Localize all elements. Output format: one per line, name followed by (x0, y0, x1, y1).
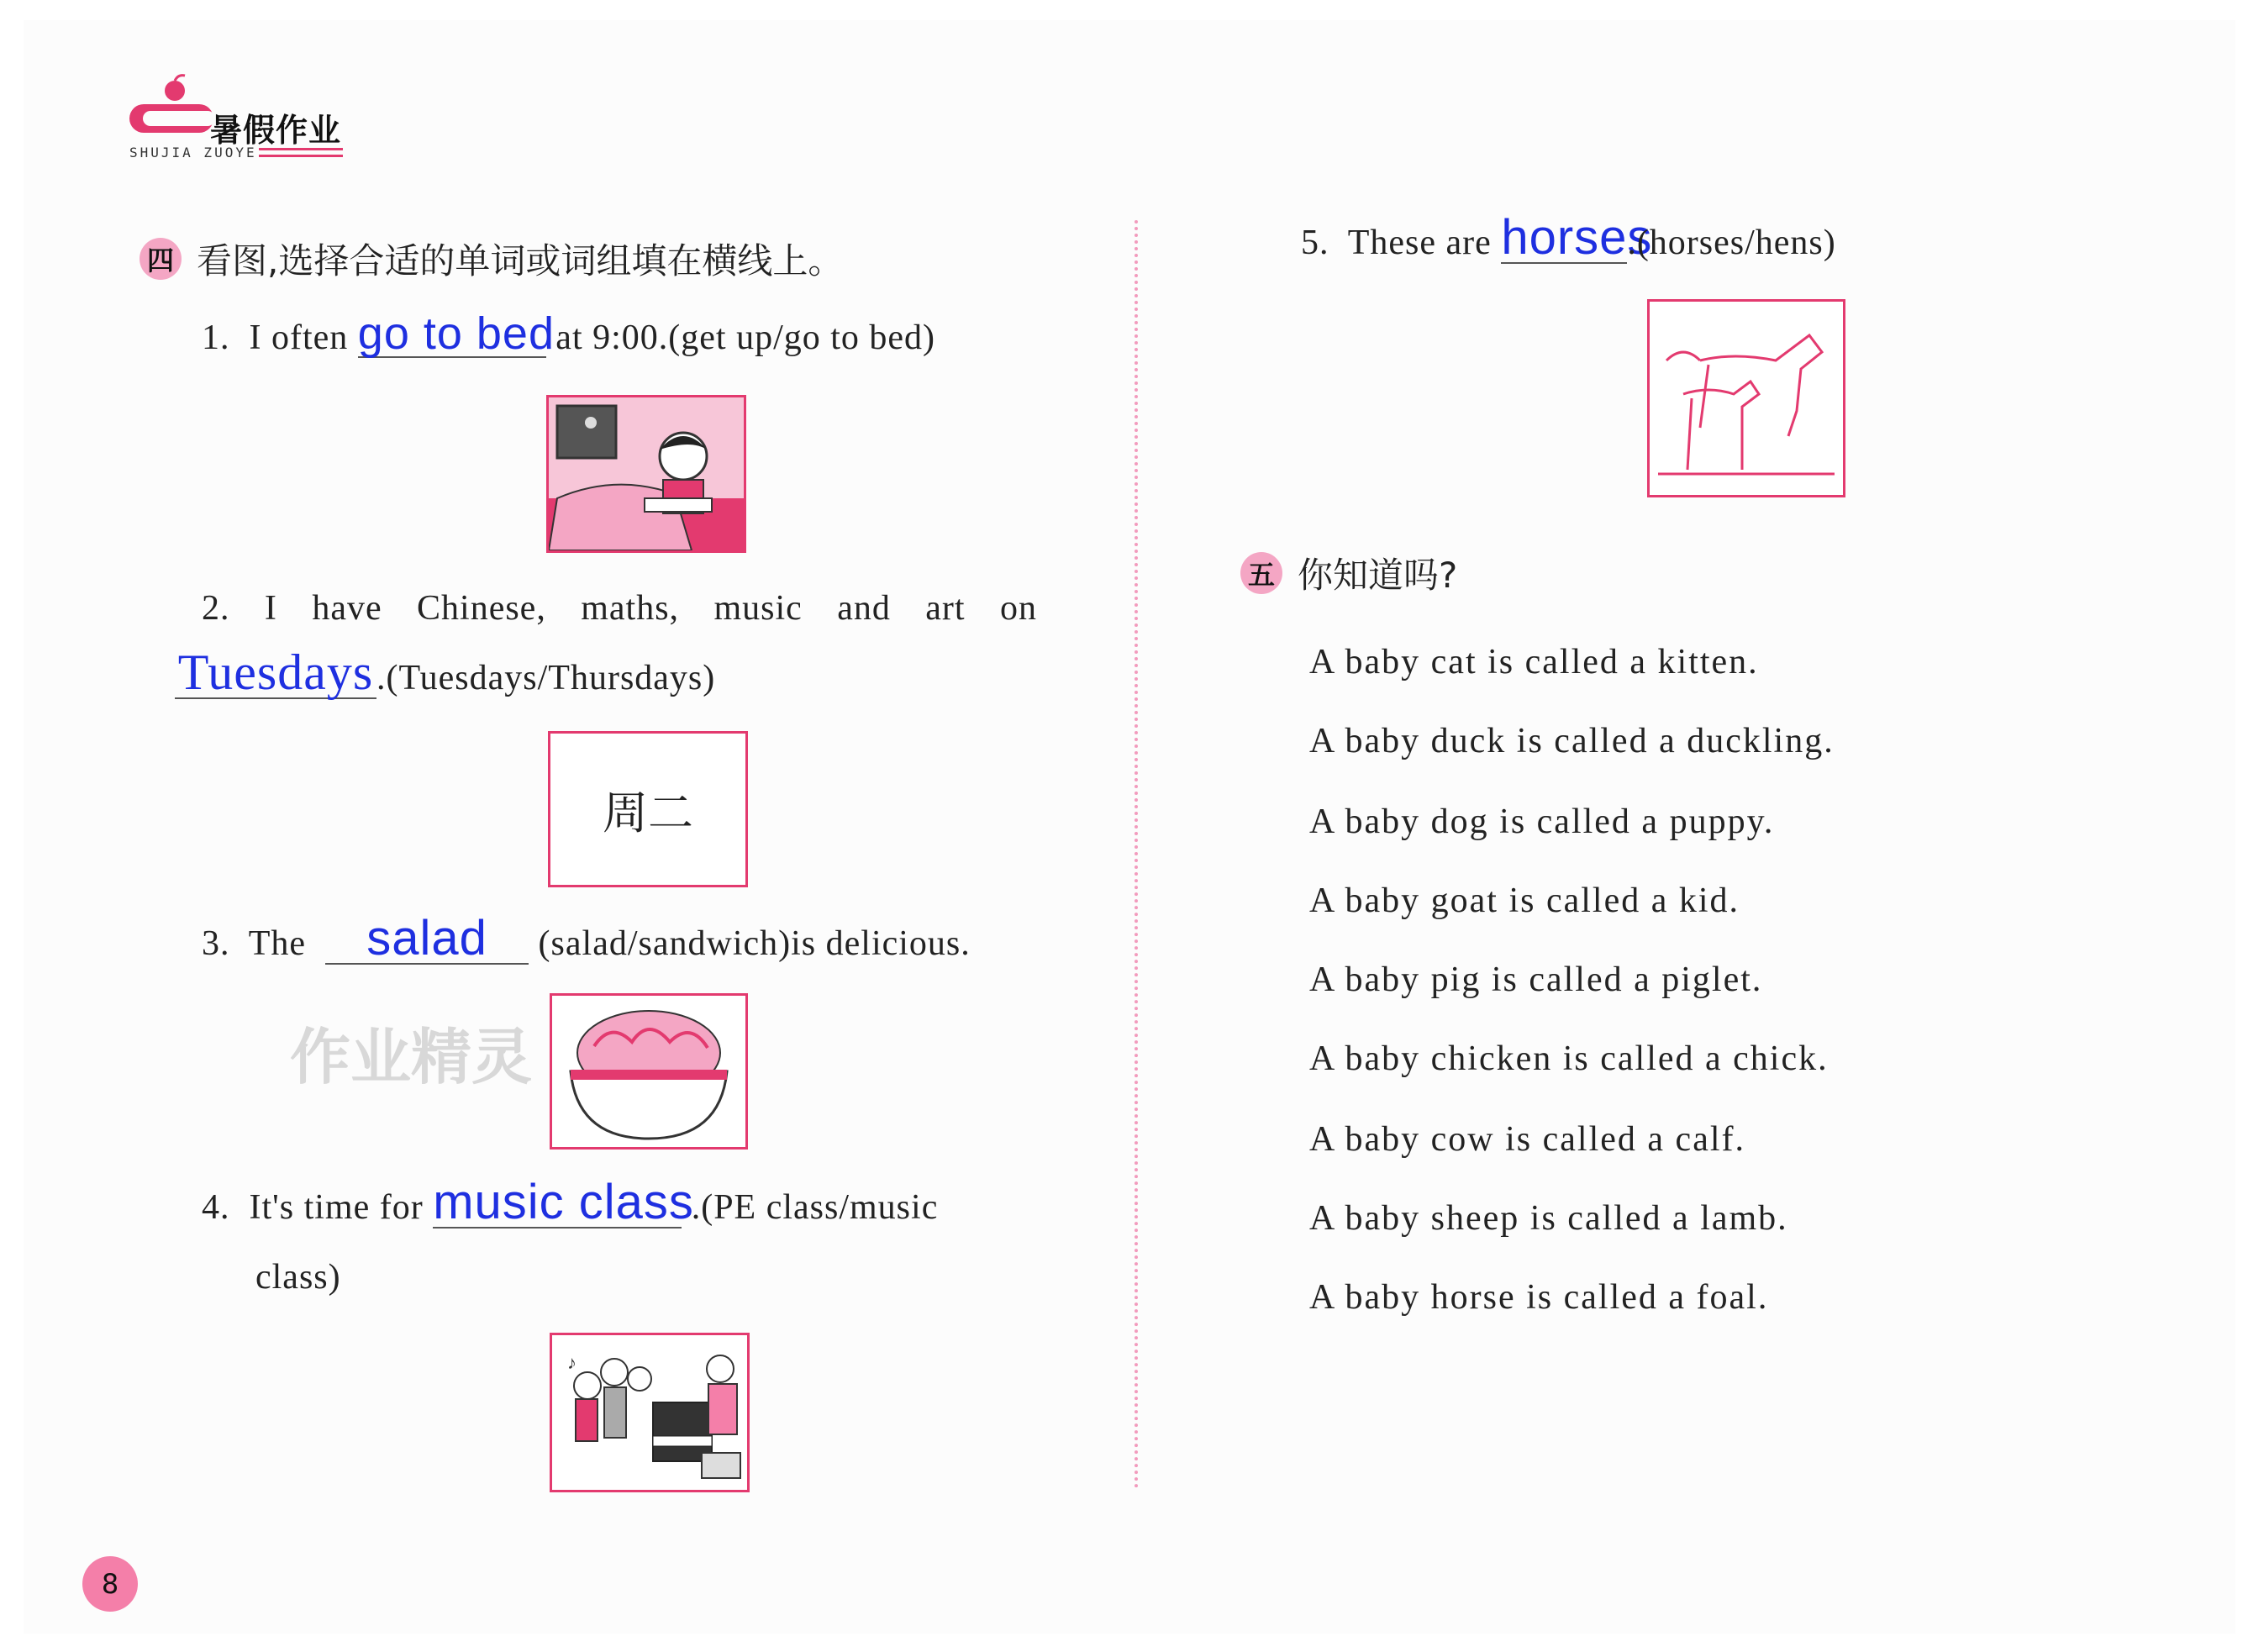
answer-blank[interactable]: music class (433, 1175, 694, 1229)
question-5 (1301, 210, 1836, 265)
question-number: 1. (202, 318, 230, 357)
book-apple-logo-icon (126, 72, 218, 139)
question-text: It's time for (249, 1188, 424, 1227)
section-five-badge: 五 (1240, 552, 1282, 594)
question-2-line2 (175, 644, 716, 700)
section-four-title: 看图,选择合适的单词或词组填在横线上。 (197, 240, 844, 281)
fact-item: A baby cat is called a kitten. (1309, 643, 1759, 681)
question-word: on (999, 589, 1037, 628)
page-number-badge: 8 (82, 1556, 138, 1612)
horse-and-foal-icon (1650, 302, 1843, 495)
header-logo (126, 72, 345, 165)
answer-blank[interactable]: go to bed (357, 308, 555, 359)
girl-in-bed-icon (549, 397, 744, 550)
question-word: Chinese, (417, 589, 546, 628)
fact-item: A baby goat is called a kid. (1309, 881, 1740, 920)
question-text: (salad/sandwich)is delicious. (538, 924, 971, 963)
fact-item: A baby dog is called a puppy. (1309, 802, 1775, 841)
weekday-card-text: 周二 (603, 786, 693, 839)
salad-bowl-icon (552, 996, 745, 1147)
question-4 (202, 1175, 939, 1229)
question-text: .(PE class/music (691, 1188, 939, 1227)
question-number: 5. (1301, 224, 1329, 262)
svg-text:♪: ♪ (567, 1352, 576, 1373)
fact-item: A baby cow is called a calf. (1309, 1120, 1745, 1159)
section-four-badge: 四 (140, 238, 182, 280)
question-2-line1 (202, 588, 1037, 629)
section-five-title: 你知道吗? (1298, 555, 1458, 596)
question-text: The (248, 924, 307, 963)
fact-item: A baby sheep is called a lamb. (1309, 1199, 1788, 1238)
question-word: art (925, 589, 966, 628)
watermark-text: 作业精灵 (290, 1022, 533, 1092)
answer-blank[interactable]: horses (1501, 210, 1653, 265)
logo-underline (259, 148, 343, 157)
question-1 (202, 308, 936, 359)
fact-item: A baby pig is called a piglet. (1309, 960, 1763, 999)
children-piano-icon (552, 1335, 747, 1490)
question-text: These are (1347, 224, 1492, 262)
weekday-card (548, 731, 748, 887)
salad-picture (550, 993, 748, 1150)
question-word: music (713, 589, 803, 628)
answer-blank[interactable]: Tuesdays (175, 647, 376, 699)
horses-picture (1647, 299, 1845, 497)
question-number: 3. (202, 924, 230, 963)
section-four-header (140, 234, 843, 284)
question-4-continued: class) (255, 1258, 341, 1297)
logo-title: 暑假作业 (210, 112, 342, 149)
question-number: 4. (202, 1188, 230, 1227)
question-text: I often (249, 318, 349, 357)
fact-item: A baby chicken is called a chick. (1309, 1039, 1829, 1078)
question-word: I (264, 589, 277, 628)
question-word: and (837, 589, 891, 628)
fact-item: A baby horse is called a foal. (1309, 1278, 1769, 1317)
fact-item: A baby duck is called a duckling. (1309, 722, 1835, 760)
question-text: .(Tuesdays/Thursdays) (376, 659, 716, 697)
question-word: have (312, 589, 382, 628)
logo-subtitle: SHUJIA ZUOYE (129, 145, 257, 160)
bedtime-picture (546, 395, 746, 553)
column-divider (1135, 220, 1138, 1489)
question-text: at 9:00.(get up/go to bed) (555, 318, 936, 357)
music-class-picture (550, 1333, 750, 1492)
question-3 (202, 911, 971, 965)
question-text: .(horses/hens) (1627, 224, 1836, 262)
answer-blank[interactable]: salad (325, 914, 529, 965)
question-word: maths, (581, 589, 680, 628)
question-number: 2. (202, 589, 230, 628)
section-five-header (1240, 548, 1457, 598)
